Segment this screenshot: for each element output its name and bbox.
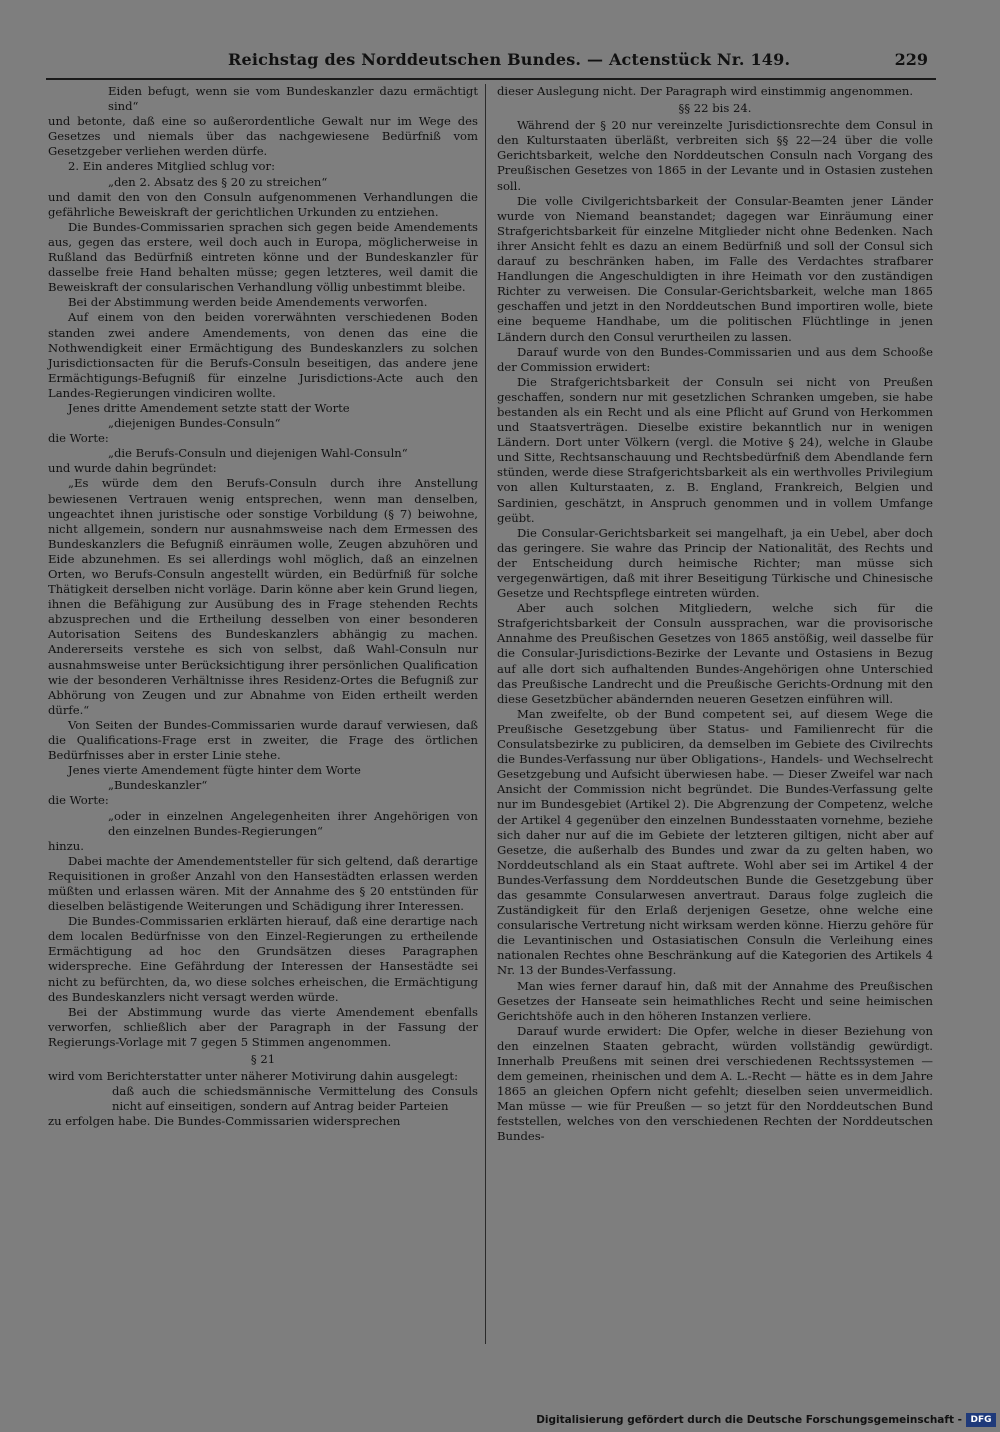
paragraph: daß auch die schiedsmännische Vermittelung des Consuls nicht auf einseitigen, sondern auf Antrag beider Parteien (112, 1084, 478, 1114)
paragraph: Jenes dritte Amendement setzte statt der Worte (68, 400, 350, 415)
paragraph: Aber auch solchen Mitgliedern, welche sich für die Strafgerichtsbarkeit der Consuln aussprachen, war die provisorische Annahme des Preußischen Gesetzes von 1865 anstößig, weil dasselbe für die Consular-Jurisdictions-Bezirke der Levante und Ostasiens in Bezug auf alle dort sich aufhaltenden Bundes-Angehörigen ohne Unterschied das Preußische Landrecht und die Preußische Gerichts-Ordnung mit den diese Gesetzbücher abändernden neueren Gesetzen einführen will. (497, 601, 933, 706)
paragraph: Man zweifelte, ob der Bund competent sei, auf diesem Wege die Preußische Gesetzgebung über Status- und Familienrecht für die Consulatsbezirke zu publiciren, da demselben im Gebiete des Civilrechts die Bundes-Verfassung nur über Obligations-, Handels- und Wechselrecht Gesetzgebung und Aufsicht überwiesen habe. — Dieser Zweifel war nach Ansicht der Commission nicht begründet. Die Bundes-Verfassung gelte nur im Bundesgebiet (Artikel 2). Die Abgrenzung der Competenz, welche der Artikel 4 gegenüber den einzelnen Bundesstaaten vornehme, beziehe sich daher nur auf die im Gebiete der letzteren giltigen, nicht aber auf Gesetze, die außerhalb des Bundes und zwar da zu gelten haben, wo Norddeutschland als ein Staat auftrete. Wohl aber sei im Artikel 4 der Bundes-Verfassung dem Norddeutschen Bunde die Gesetzgebung über das gesammte Consularwesen anvertraut. Daraus folge zugleich die Zuständigkeit für den Erlaß derjenigen Gesetze, ohne welche eine consularische Vertretung nicht wirksam werden könne. Hierzu gehöre für die Levantinischen und Ostasiatischen Consuln die Verleihung eines nationalen Rechtes ohne Beschränkung auf die Kategorien des Artikels 4 Nr. 13 der Bundes-Verfassung. (497, 706, 933, 978)
paragraph: 2. Ein anderes Mitglied schlug vor: (68, 159, 275, 174)
running-title: Reichstag des Norddeutschen Bundes. — Actenstück Nr. 149. (228, 50, 791, 69)
paragraph: Man wies ferner darauf hin, daß mit der Annahme des Preußischen Gesetzes der Hanseate sein heimathliches Recht und seine heimischen Gerichtshöfe auch in den höheren Instanzen verliere. (497, 978, 933, 1023)
footer (0, 1412, 1000, 1432)
paragraph: Darauf wurde von den Bundes-Commissarien und aus dem Schooße der Commission erwidert: (497, 344, 933, 374)
section-heading: § 21 (250, 1052, 276, 1066)
paragraph: Eiden befugt, wenn sie vom Bundeskanzler dazu ermächtigt sind“ (108, 84, 478, 114)
paragraph: „die Berufs-Consuln und diejenigen Wahl-Consuln“ (108, 446, 408, 461)
paragraph: Die Bundes-Commissarien sprachen sich gegen beide Amendements aus, gegen das erstere, weil doch auch in Europa, möglicherweise in Rußland das Bedürfniß eintreten könne und der Bundeskanzler für dasselbe freie Hand behalten müsse; gegen letzteres, weil damit die Beweiskraft der consularischen Verhandlung völlig unbestimmt bleibe. (48, 219, 478, 295)
section-heading: §§ 22 bis 24. (678, 101, 752, 116)
paragraph: Bei der Abstimmung werden beide Amendements verworfen. (68, 295, 428, 310)
paragraph: wird vom Berichterstatter unter näherer Motivirung dahin ausgelegt: (48, 1069, 458, 1084)
paragraph: Die Strafgerichtsbarkeit der Consuln sei nicht von Preußen geschaffen, sondern nur mit gesetzlichen Schranken umgeben, sie habe bestanden als ein Recht und als eine Pflicht auf Grund von Herkommen und Staatsverträgen. Dieselbe existire bekanntlich nur in wenigen Ländern. Dort unter Völkern (vergl. die Motive § 24), welche in Glaube und Sitte, Rechtsanschauung und Rechtsbedürfniß dem Abendlande fern stünden, werde diese Strafgerichtsbarkeit als ein werthvolles Privilegium von allen Kulturstaaten, z. B. England, Frankreich, Belgien und Sardinien, geschätzt, in Anspruch genommen und in vollem Umfange geübt. (497, 374, 933, 525)
right-column (497, 84, 933, 1145)
column-divider (485, 84, 486, 1344)
paragraph: die Worte: (48, 793, 109, 808)
paragraph: und wurde dahin begründet: (48, 461, 217, 476)
page-header (40, 50, 940, 80)
header-rule (46, 78, 936, 80)
paragraph: „diejenigen Bundes-Consuln“ (108, 416, 281, 431)
paragraph: „oder in einzelnen Angelegenheiten ihrer Angehörigen von den einzelnen Bundes-Regierungen“ (108, 808, 478, 838)
paragraph: Die volle Civilgerichtsbarkeit der Consular-Beamten jener Länder wurde von Niemand beanstandet; dagegen war Einräumung einer Strafgerichtsbarkeit für einzelne Mitglieder nicht ohne Bedenken. Nach ihrer Ansicht fehlt es dazu an einem Bedürfniß und soll der Consul sich darauf zu beschränken haben, im Falle des Verdachtes strafbarer Handlungen die Angeschuldigten in ihre Heimath vor den zuständigen Richter zu verweisen. Die Consular-Gerichtsbarkeit, welche man 1865 geschaffen und jetzt in den Norddeutschen Bund importiren wolle, biete eine bequeme Handhabe, um die politischen Flüchtlinge in jenen Ländern durch den Consul verurtheilen zu lassen. (497, 193, 933, 344)
paragraph: und betonte, daß eine so außerordentliche Gewalt nur im Wege des Gesetzes und niemals über das nachgewiesene Bedürfniß vom Gesetzgeber verliehen werden dürfe. (48, 114, 478, 159)
paragraph: Jenes vierte Amendement fügte hinter dem Worte (68, 763, 361, 778)
paragraph: Dabei machte der Amendementsteller für sich geltend, daß derartige Requisitionen in großer Anzahl von den Hansestädten erlassen werden müßten und erlassen wären. Mit der Annahme des § 20 entstünden für dieselben belästigende Weiterungen und Schädigung ihrer Interessen. (48, 853, 478, 914)
paragraph: dieser Auslegung nicht. Der Paragraph wird einstimmig angenommen. (497, 84, 914, 98)
left-column (48, 84, 478, 1129)
paragraph: Während der § 20 nur vereinzelte Jurisdictionsrechte dem Consul in den Kulturstaaten überläßt, verbreiten sich §§ 22—24 über die volle Gerichtsbarkeit, welche den Norddeutschen Consuln nach Vorgang des Preußischen Gesetzes von 1865 in der Levante und in Ostasien zustehen soll. (497, 118, 933, 193)
paragraph: Die Consular-Gerichtsbarkeit sei mangelhaft, ja ein Uebel, aber doch das geringere. Sie wahre das Princip der Nationalität, des Rechts und der Entscheidung durch heimische Richter; man müsse sich vergegenwärtigen, daß mit ihrer Beseitigung Türkische und Chinesische Gesetze und Rechtspflege eintreten würden. (497, 525, 933, 601)
paragraph: und damit den von den Consuln aufgenommenen Verhandlungen die gefährliche Beweiskraft der gerichtlichen Urkunden zu entziehen. (48, 189, 478, 219)
paragraph: Die Bundes-Commissarien erklärten hierauf, daß eine derartige nach dem localen Bedürfnisse von den Einzel-Regierungen zu ertheilende Ermächtigung ad hoc den Grundsätzen dieses Paragraphen widerspreche. Eine Gefährdung der Interessen der Hansestädte sei nicht zu befürchten, da, wo diese solches erheischen, die Ermächtigung des Bundeskanzlers nicht versagt werden würde. (48, 914, 478, 1004)
paragraph: Von Seiten der Bundes-Commissarien wurde darauf verwiesen, daß die Qualifications-Frage erst in zweiter, die Frage des örtlichen Bedürfnisses aber in erster Linie stehe. (48, 717, 478, 763)
paragraph: „den 2. Absatz des § 20 zu streichen“ (108, 174, 328, 189)
digitization-credit: Digitalisierung gefördert durch die Deutsche Forschungsgemeinschaft - (536, 1414, 962, 1426)
page-number: 229 (894, 50, 928, 69)
paragraph: zu erfolgen habe. Die Bundes-Commissarien widersprechen (48, 1114, 401, 1129)
paragraph: „Es würde dem den Berufs-Consuln durch ihre Anstellung bewiesenen Vertrauen wenig entsprechen, wenn man denselben, ungeachtet ihnen juristische oder sonstige Vorbildung (§ 7) beiwohne, nicht allgemein, sondern nur ausnahmsweise nach dem Ermessen des Bundeskanzlers die Befugniß einräumen wolle, Zeugen abzuhören und Eide abzunehmen. Es sei allerdings wohl möglich, daß an einzelnen Orten, wo Berufs-Consuln angestellt würden, ein Bedürfniß für solche Thätigkeit derselben nicht vorläge. Darin könne aber kein Grund liegen, ihnen die Befähigung zur Ausübung des in Frage stehenden Rechts abzusprechen und die Ertheilung desselben von einer besonderen Autorisation Seitens des Bundeskanzlers abhängig zu machen. Andererseits verstehe es sich von selbst, daß Wahl-Consuln nur ausnahmsweise unter Berücksichtigung ihrer persönlichen Qualification wie der besonderen Verhältnisse ihres Residenz-Ortes die Befugniß zur Abhörung von Zeugen und zur Abnahme von Eiden ertheilt werden dürfe.“ (48, 476, 478, 717)
dfg-logo: DFG (966, 1413, 996, 1427)
paragraph: Darauf wurde erwidert: Die Opfer, welche in dieser Beziehung von den einzelnen Staaten gebracht, würden vollständig gewürdigt. Innerhalb Preußens mit seinen drei verschiedenen Rechtssystemen — dem gemeinen, rheinischen und dem A. L.-Recht — hätte es in dem Jahre 1865 an gleichen Opfern nicht gefehlt; dieselben seien unvermeidlich. Man müsse — wie für Preußen — so jetzt für den Norddeutschen Bund feststellen, welches von den verschiedenen Rechten der Norddeutschen Bundes- (497, 1023, 933, 1144)
paragraph: „Bundeskanzler“ (108, 778, 208, 793)
paragraph: Bei der Abstimmung wurde das vierte Amendement ebenfalls verworfen, schließlich aber der Paragraph in der Fassung der Regierungs-Vorlage mit 7 gegen 5 Stimmen angenommen. (48, 1004, 478, 1049)
paragraph: die Worte: (48, 431, 109, 446)
paragraph: hinzu. (48, 838, 84, 853)
paragraph: Auf einem von den beiden vorerwähnten verschiedenen Boden standen zwei andere Amendements, von denen das eine die Nothwendigkeit einer Ermächtigung des Bundeskanzlers zu solchen Jurisdictionsacten für die Berufs-Consuln beseitigen, das andere jene Ermächtigungs-Befugniß für einzelne Jurisdictions-Acte auch den Landes-Regierungen vindiciren wollte. (48, 310, 478, 400)
